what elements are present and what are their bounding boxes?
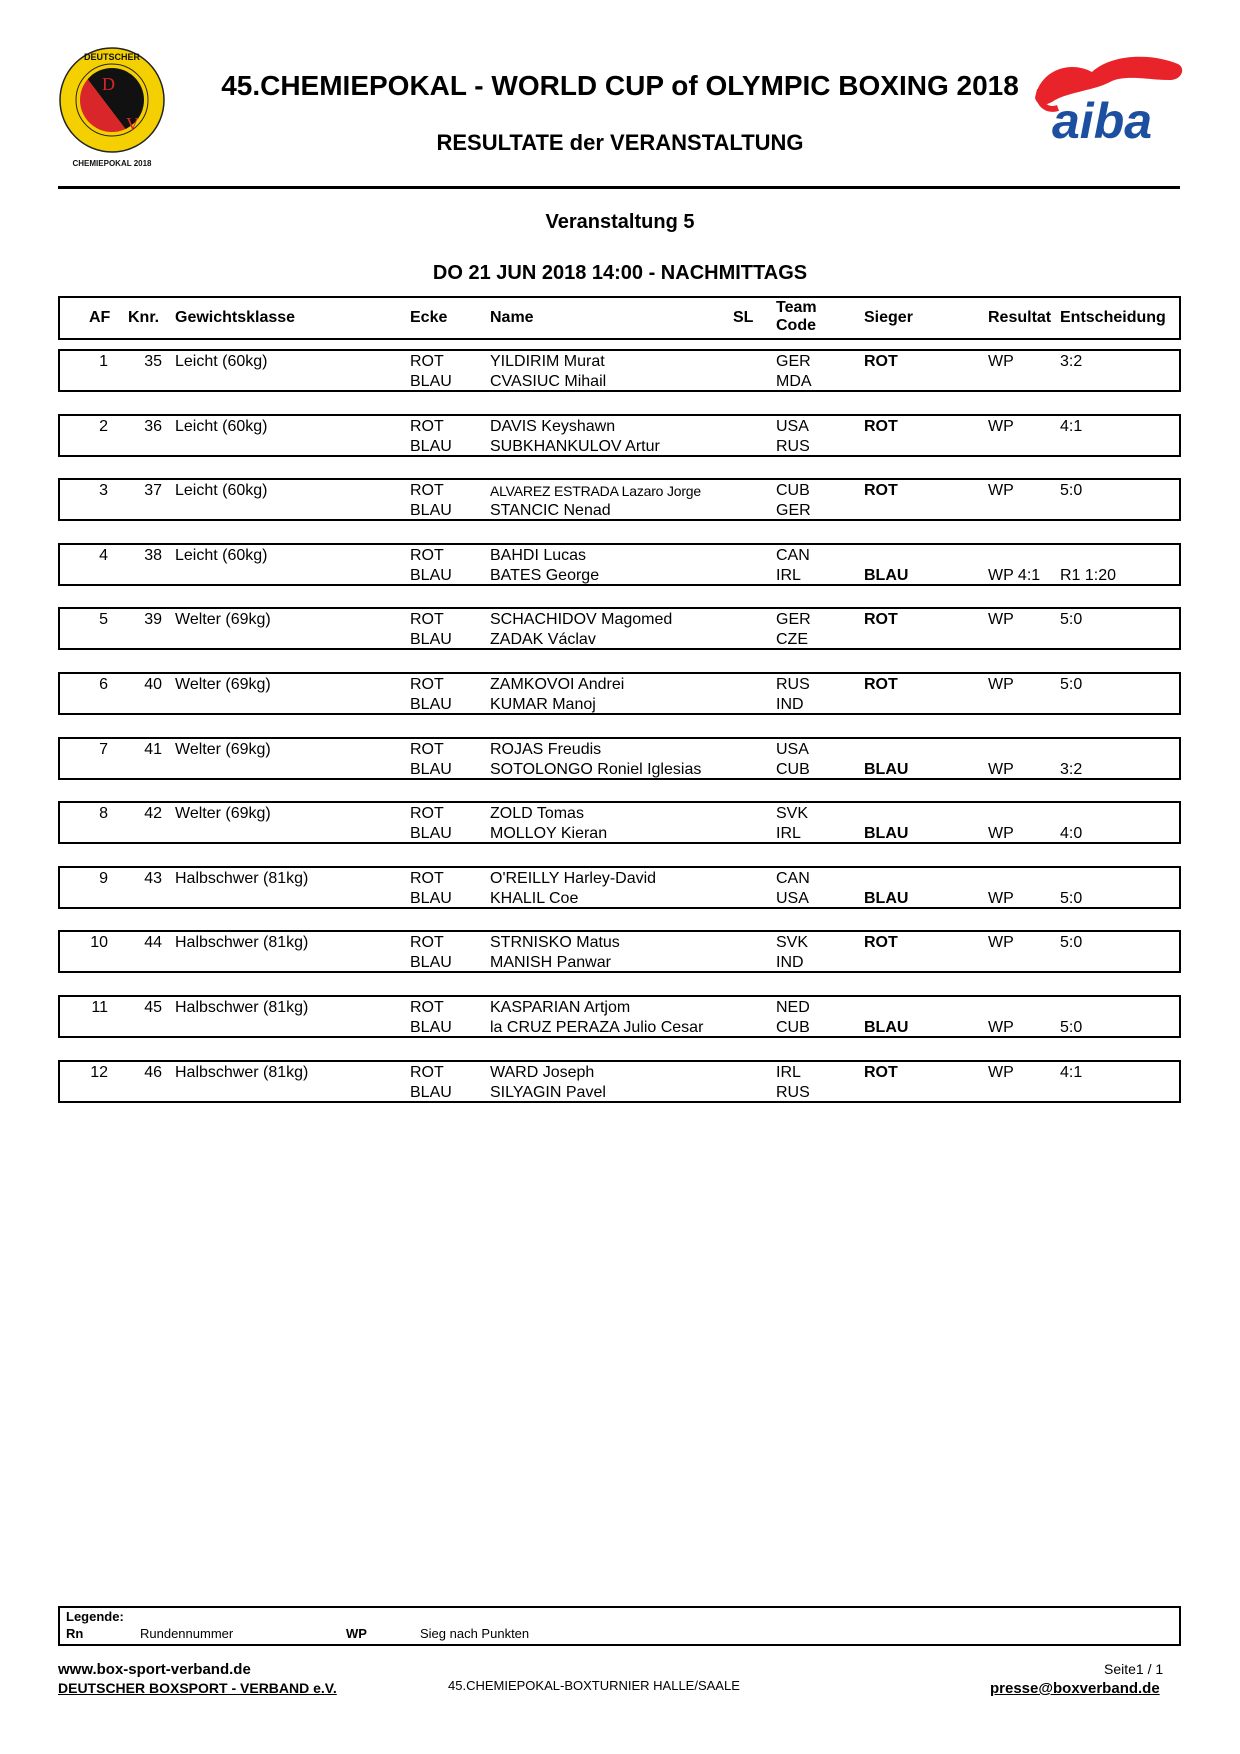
bout-row xyxy=(58,543,1181,586)
col-gewichtsklasse: Gewichtsklasse xyxy=(175,309,296,326)
boxer-name-rot: ALVAREZ ESTRADA Lazaro Jorge xyxy=(490,483,701,499)
team-code-blau: IRL xyxy=(776,567,801,584)
corner-rot: ROT xyxy=(410,805,444,822)
bout-af: 8 xyxy=(99,805,108,822)
corner-rot: ROT xyxy=(410,418,444,435)
team-code-rot: SVK xyxy=(776,805,809,822)
bout-row xyxy=(58,930,1181,973)
dbv-logo-toptext: DEUTSCHER xyxy=(83,52,141,62)
decision: 4:0 xyxy=(1060,825,1083,842)
legend-title: Legende: xyxy=(66,1609,124,1624)
corner-rot: ROT xyxy=(410,482,444,499)
decision: 5:0 xyxy=(1060,1019,1083,1036)
team-code-blau: RUS xyxy=(776,438,810,455)
col-resultat: Resultat xyxy=(988,309,1052,326)
boxer-name-blau: MOLLOY Kieran xyxy=(490,825,608,842)
corner-blau: BLAU xyxy=(410,954,452,971)
bout-knr: 40 xyxy=(144,676,162,693)
winner: ROT xyxy=(864,934,898,951)
team-code-blau: IND xyxy=(776,696,804,713)
team-code-blau: RUS xyxy=(776,1084,810,1101)
bout-knr: 36 xyxy=(144,418,162,435)
team-code-blau: CUB xyxy=(776,761,810,778)
legend-abbr-wp: WP xyxy=(346,1626,367,1641)
winner: BLAU xyxy=(864,890,909,907)
bout-af: 9 xyxy=(99,870,108,887)
boxer-name-blau: ZADAK Václav xyxy=(490,631,596,648)
corner-rot: ROT xyxy=(410,547,444,564)
corner-blau: BLAU xyxy=(410,696,452,713)
event-label: Veranstaltung 5 xyxy=(545,211,695,233)
boxer-name-rot: BAHDI Lucas xyxy=(490,547,587,564)
corner-rot: ROT xyxy=(410,676,444,693)
result: WP xyxy=(988,934,1014,951)
decision: 5:0 xyxy=(1060,890,1083,907)
bout-knr: 37 xyxy=(144,482,162,499)
boxer-name-rot: YILDIRIM Murat xyxy=(490,353,605,370)
footer-page-number: Seite1 / 1 xyxy=(1104,1661,1164,1677)
bout-knr: 43 xyxy=(144,870,162,887)
result: WP xyxy=(988,418,1014,435)
bout-weight-class: Welter (69kg) xyxy=(175,741,271,758)
result: WP xyxy=(988,1019,1014,1036)
bout-af: 5 xyxy=(99,611,108,628)
bout-row xyxy=(58,866,1181,909)
team-code-blau: CZE xyxy=(776,631,808,648)
decision: 5:0 xyxy=(1060,482,1083,499)
legend-text-rn: Rundennummer xyxy=(140,1626,234,1641)
bout-knr: 41 xyxy=(144,741,162,758)
winner: ROT xyxy=(864,482,898,499)
bout-weight-class: Welter (69kg) xyxy=(175,805,271,822)
bout-row xyxy=(58,414,1181,457)
svg-text:B: B xyxy=(114,94,127,114)
bout-weight-class: Halbschwer (81kg) xyxy=(175,999,309,1016)
bout-weight-class: Halbschwer (81kg) xyxy=(175,934,309,951)
decision: 3:2 xyxy=(1060,761,1083,778)
winner: BLAU xyxy=(864,1019,909,1036)
bout-af: 3 xyxy=(99,482,108,499)
boxer-name-blau: MANISH Panwar xyxy=(490,954,611,971)
team-code-blau: MDA xyxy=(776,373,812,390)
result: WP xyxy=(988,1064,1014,1081)
boxer-name-blau: KHALIL Coe xyxy=(490,890,579,907)
col-team-code: Team Code xyxy=(776,299,817,334)
decision: 4:1 xyxy=(1060,1064,1083,1081)
team-code-rot: CAN xyxy=(776,870,810,887)
team-code-rot: SVK xyxy=(776,934,809,951)
bout-weight-class: Halbschwer (81kg) xyxy=(175,870,309,887)
header-divider xyxy=(58,186,1180,189)
col-sl: SL xyxy=(733,309,754,326)
corner-blau: BLAU xyxy=(410,502,452,519)
corner-blau: BLAU xyxy=(410,567,452,584)
corner-rot: ROT xyxy=(410,741,444,758)
bout-knr: 45 xyxy=(144,999,162,1016)
corner-blau: BLAU xyxy=(410,631,452,648)
team-code-rot: CUB xyxy=(776,482,810,499)
corner-blau: BLAU xyxy=(410,373,452,390)
bout-row xyxy=(58,737,1181,780)
bout-knr: 38 xyxy=(144,547,162,564)
legend-abbr-rn: Rn xyxy=(66,1626,84,1641)
bout-row xyxy=(58,995,1181,1038)
bout-weight-class: Welter (69kg) xyxy=(175,611,271,628)
bout-knr: 44 xyxy=(144,934,162,951)
winner: ROT xyxy=(864,611,898,628)
col-name: Name xyxy=(490,309,534,326)
col-af: AF xyxy=(89,309,111,326)
boxer-name-blau: la CRUZ PERAZA Julio Cesar xyxy=(490,1019,704,1036)
decision: R1 1:20 xyxy=(1060,567,1117,584)
corner-rot: ROT xyxy=(410,870,444,887)
event-date: DO 21 JUN 2018 14:00 - NACHMITTAGS xyxy=(432,262,808,284)
bout-weight-class: Halbschwer (81kg) xyxy=(175,1064,309,1081)
corner-rot: ROT xyxy=(410,934,444,951)
winner: ROT xyxy=(864,418,898,435)
corner-rot: ROT xyxy=(410,999,444,1016)
team-code-rot: GER xyxy=(776,611,811,628)
bout-weight-class: Leicht (60kg) xyxy=(175,353,268,370)
winner: ROT xyxy=(864,1064,898,1081)
result: WP xyxy=(988,761,1014,778)
team-code-rot: NED xyxy=(776,999,810,1016)
page-subtitle: RESULTATE der VERANSTALTUNG xyxy=(436,130,804,155)
result: WP xyxy=(988,353,1014,370)
team-code-rot: USA xyxy=(776,418,809,435)
boxer-name-blau: SILYAGIN Pavel xyxy=(490,1084,606,1101)
team-code-rot: USA xyxy=(776,741,809,758)
bout-af: 1 xyxy=(99,353,108,370)
corner-blau: BLAU xyxy=(410,761,452,778)
decision: 5:0 xyxy=(1060,611,1083,628)
page-title: 45.CHEMIEPOKAL - WORLD CUP of OLYMPIC BOXING 2018 xyxy=(221,70,1019,101)
column-header-row xyxy=(58,296,1181,340)
bout-knr: 39 xyxy=(144,611,162,628)
col-entscheidung: Entscheidung xyxy=(1060,309,1166,326)
corner-blau: BLAU xyxy=(410,1084,452,1101)
boxer-name-blau: SUBKHANKULOV Artur xyxy=(490,438,660,455)
boxer-name-blau: BATES George xyxy=(490,567,600,584)
boxer-name-rot: ROJAS Freudis xyxy=(490,741,602,758)
bout-weight-class: Leicht (60kg) xyxy=(175,418,268,435)
winner: BLAU xyxy=(864,825,909,842)
team-code-blau: IRL xyxy=(776,825,801,842)
bout-weight-class: Leicht (60kg) xyxy=(175,482,268,499)
dbv-logo-caption: CHEMIEPOKAL 2018 xyxy=(72,159,152,168)
bout-row xyxy=(58,478,1181,521)
decision: 4:1 xyxy=(1060,418,1083,435)
bout-row xyxy=(58,672,1181,715)
team-code-rot: RUS xyxy=(776,676,810,693)
winner: ROT xyxy=(864,353,898,370)
corner-blau: BLAU xyxy=(410,890,452,907)
legend-box xyxy=(58,1606,1181,1646)
legend-text-wp: Sieg nach Punkten xyxy=(420,1626,530,1641)
result: WP xyxy=(988,825,1014,842)
bout-weight-class: Welter (69kg) xyxy=(175,676,271,693)
corner-rot: ROT xyxy=(410,1064,444,1081)
bout-af: 2 xyxy=(99,418,108,435)
bout-af: 11 xyxy=(91,999,108,1016)
bout-af: 7 xyxy=(99,741,108,758)
boxer-name-rot: DAVIS Keyshawn xyxy=(490,418,616,435)
bout-af: 10 xyxy=(90,934,108,951)
footer-email[interactable]: presse@boxverband.de xyxy=(990,1680,1160,1697)
decision: 5:0 xyxy=(1060,676,1083,693)
team-code-blau: USA xyxy=(776,890,809,907)
winner: ROT xyxy=(864,676,898,693)
boxer-name-blau: SOTOLONGO Roniel Iglesias xyxy=(490,761,702,778)
boxer-name-rot: STRNISKO Matus xyxy=(490,934,620,951)
decision: 3:2 xyxy=(1060,353,1083,370)
bout-af: 12 xyxy=(90,1064,108,1081)
corner-rot: ROT xyxy=(410,353,444,370)
corner-blau: BLAU xyxy=(410,825,452,842)
result: WP 4:1 xyxy=(988,567,1041,584)
bout-knr: 46 xyxy=(144,1064,162,1081)
winner: BLAU xyxy=(864,567,909,584)
svg-text:D: D xyxy=(102,74,115,94)
boxer-name-blau: CVASIUC Mihail xyxy=(490,373,607,390)
bout-row xyxy=(58,349,1181,392)
aiba-logo-text: aiba xyxy=(1052,93,1153,145)
result: WP xyxy=(988,676,1014,693)
col-knr: Knr. xyxy=(128,309,160,326)
corner-blau: BLAU xyxy=(410,1019,452,1036)
team-code-blau: CUB xyxy=(776,1019,810,1036)
bout-row xyxy=(58,1060,1181,1103)
col-sieger: Sieger xyxy=(864,309,913,326)
bout-knr: 35 xyxy=(144,353,162,370)
corner-rot: ROT xyxy=(410,611,444,628)
footer-website[interactable]: www.box-sport-verband.de xyxy=(58,1661,251,1678)
bout-row xyxy=(58,607,1181,650)
team-code-blau: IND xyxy=(776,954,804,971)
boxer-name-rot: WARD Joseph xyxy=(490,1064,595,1081)
bout-af: 4 xyxy=(99,547,108,564)
bout-knr: 42 xyxy=(144,805,162,822)
footer-event: 45.CHEMIEPOKAL-BOXTURNIER HALLE/SAALE xyxy=(448,1678,740,1693)
footer-org: DEUTSCHER BOXSPORT - VERBAND e.V. xyxy=(58,1680,337,1696)
bout-af: 6 xyxy=(99,676,108,693)
corner-blau: BLAU xyxy=(410,438,452,455)
aiba-logo xyxy=(1030,50,1185,145)
team-code-blau: GER xyxy=(776,502,811,519)
boxer-name-rot: O'REILLY Harley-David xyxy=(490,870,657,887)
team-code-rot: CAN xyxy=(776,547,810,564)
result: WP xyxy=(988,482,1014,499)
col-ecke: Ecke xyxy=(410,309,448,326)
boxer-name-blau: KUMAR Manoj xyxy=(490,696,596,713)
boxer-name-blau: STANCIC Nenad xyxy=(490,502,611,519)
decision: 5:0 xyxy=(1060,934,1083,951)
boxer-name-rot: ZOLD Tomas xyxy=(490,805,584,822)
result: WP xyxy=(988,890,1014,907)
bout-row xyxy=(58,801,1181,844)
winner: BLAU xyxy=(864,761,909,778)
boxer-name-rot: SCHACHIDOV Magomed xyxy=(490,611,673,628)
boxer-name-rot: KASPARIAN Artjom xyxy=(490,999,631,1016)
svg-text:V: V xyxy=(126,114,139,134)
team-code-rot: IRL xyxy=(776,1064,801,1081)
boxer-name-rot: ZAMKOVOI Andrei xyxy=(490,676,625,693)
result: WP xyxy=(988,611,1014,628)
bout-weight-class: Leicht (60kg) xyxy=(175,547,268,564)
dbv-logo xyxy=(56,44,168,170)
team-code-rot: GER xyxy=(776,353,811,370)
